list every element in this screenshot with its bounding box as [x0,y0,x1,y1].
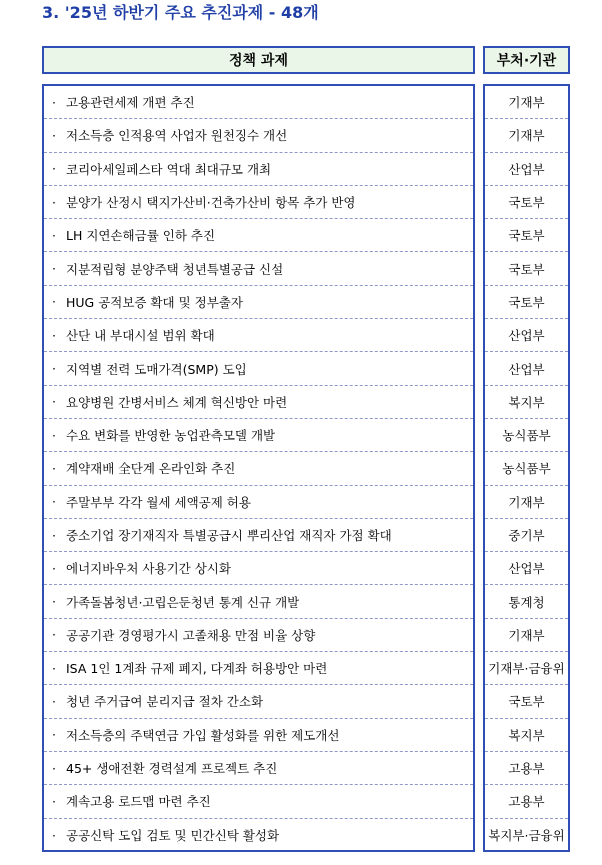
policy-row [44,519,473,552]
policy-row [44,86,473,119]
dept-cell: 고용부 [485,752,568,785]
dept-cell: 기재부 [485,119,568,152]
policy-text: 계약재배 全단계 온라인화 추진 [66,461,236,477]
policy-row [44,585,473,618]
dept-cell: 기재부 [485,486,568,519]
policy-text: HUG 공적보증 확대 및 정부출자 [66,294,243,310]
policy-row [44,286,473,319]
bullet-mark: · [52,627,56,643]
bullet-mark: · [52,660,56,676]
bullet-mark: · [52,394,56,410]
bullet-mark: · [52,261,56,277]
bullet-mark: · [52,460,56,476]
dept-cell: 산업부 [485,153,568,186]
policy-row [44,452,473,485]
policy-row [44,486,473,519]
bullet-mark: · [52,161,56,177]
policy-text: 요양병원 간병서비스 체계 혁신방안 마련 [66,394,288,410]
dept-cell: 복지부·금융위 [488,828,565,844]
dept-cell: 산업부 [485,552,568,585]
bullet-mark: · [52,560,56,576]
bullet-mark: · [52,727,56,743]
policy-text: ISA 1인 1계좌 규제 폐지, 다계좌 허용방안 마련 [66,661,328,677]
policy-row [44,186,473,219]
policy-text: 저소득층 인적용역 사업자 원천징수 개선 [66,128,288,144]
policy-row [44,719,473,752]
dept-cell: 복지부 [485,386,568,419]
dept-cell: 국토부 [485,286,568,319]
policy-row [44,386,473,419]
policy-row [44,119,473,152]
bullet-mark: · [52,793,56,809]
policy-row [44,252,473,285]
policy-text: 계속고용 로드맵 마련 추진 [66,794,211,810]
bullet-mark: · [52,693,56,709]
policy-row [44,785,473,818]
policy-text: 저소득층의 주택연금 가입 활성화를 위한 제도개선 [66,727,340,743]
dept-cell: 국토부 [485,685,568,718]
bullet-mark: · [52,194,56,210]
policy-text: 지역별 전력 도매가격(SMP) 도입 [66,361,247,377]
policy-text: 중소기업 장기재직자 특별공급시 뿌리산업 재직자 가점 확대 [66,528,392,543]
policy-text: 공공신탁 도입 검토 및 민간신탁 활성화 [66,828,280,844]
policy-text: 분양가 산정시 택지가산비·건축가산비 항목 추가 반영 [66,195,356,211]
policy-text: 45+ 생애전환 경력설계 프로젝트 추진 [66,761,278,777]
policy-row [44,319,473,352]
dept-cell: 국토부 [485,219,568,252]
policy-row [44,352,473,385]
policy-row [44,752,473,785]
bullet-mark: · [52,294,56,310]
policy-row [44,685,473,718]
policy-text: 청년 주거급여 분리지급 절차 간소화 [66,694,264,710]
bullet-mark: · [52,827,56,843]
dept-cell: 산업부 [485,319,568,352]
bullet-mark: · [52,327,56,343]
dept-cell: 고용부 [485,785,568,818]
dept-cell: 복지부 [485,719,568,752]
page-title: 3. '25년 하반기 주요 추진과제 - 48개 [42,3,319,22]
dept-cell: 농식품부 [485,419,568,452]
policy-text: LH 지연손해금률 인하 추진 [66,228,216,244]
dept-column-header: 부처·기관 [483,46,570,74]
policy-text: 주말부부 각각 월세 세액공제 허용 [66,494,251,510]
policy-row [44,619,473,652]
policy-text: 고용관련세제 개편 추진 [66,95,195,111]
dept-cell: 기재부·금융위 [485,652,568,685]
policy-row [44,552,473,585]
dept-cell: 국토부 [485,252,568,285]
dept-list [483,84,570,852]
bullet-mark: · [52,494,56,510]
dept-cell: 국토부 [485,186,568,219]
bullet-mark: · [52,527,56,543]
policy-text: 수요 변화를 반영한 농업관측모델 개발 [66,428,276,444]
policy-text: 코리아세일페스타 역대 최대규모 개최 [66,161,272,177]
dept-cell: 기재부 [485,619,568,652]
bullet-mark: · [52,94,56,110]
dept-cell: 농식품부 [485,452,568,485]
policy-column-header: 정책 과제 [42,46,475,74]
policy-list [42,84,475,852]
bullet-mark: · [52,227,56,243]
dept-cell: 통계청 [485,585,568,618]
policy-text: 지분적립형 분양주택 청년특별공급 신설 [66,261,284,277]
bullet-mark: · [52,361,56,377]
policy-text: 공공기관 경영평가시 고졸채용 만점 비율 상향 [66,627,316,643]
policy-text: 에너지바우처 사용기간 상시화 [66,561,231,577]
policy-text: 가족돌봄청년·고립은둔청년 통계 신규 개발 [66,594,300,610]
bullet-mark: · [52,760,56,776]
bullet-mark: · [52,427,56,443]
dept-cell: 중기부 [485,519,568,552]
bullet-mark: · [52,594,56,610]
policy-row [44,819,473,852]
policy-text: 산단 내 부대시설 범위 확대 [66,328,215,344]
policy-row [44,652,473,685]
bullet-mark: · [52,127,56,143]
policy-row [44,153,473,186]
dept-cell: 산업부 [485,352,568,385]
policy-row [44,419,473,452]
dept-cell: 기재부 [485,86,568,119]
policy-row [44,219,473,252]
